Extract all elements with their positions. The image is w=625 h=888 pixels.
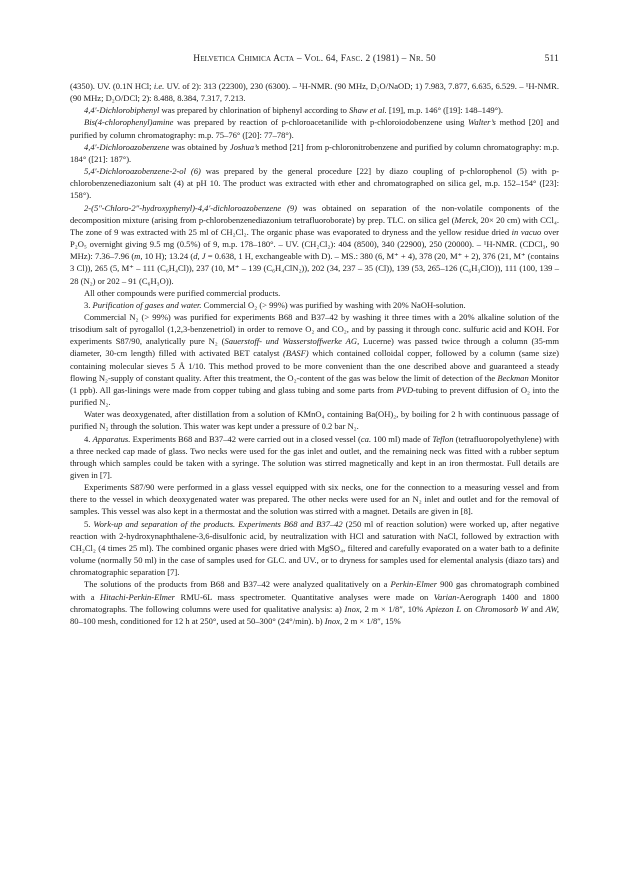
italic-text: Walter’s [467,117,496,128]
italic-text: AW, [545,603,559,614]
italic-text: 5,4′-Dichloroazobenzene-2-ol (6) [84,166,201,177]
italic-text: ca. [360,433,372,444]
text-run: 5. [84,518,94,529]
text-run: UV. of 2): 313 (22300), 230 (6300). – ¹H-NMR. (90 MHz, D₂O/NaOD; 1) 7.983, 7.877, 6.635, 6.529. – ¹H-NMR. (90 MHz; D₂O/DCl; 2): 8.488, 8.384, 7.317, 7.213. [70,81,559,104]
paragraph [70,165,559,201]
paragraph [70,104,559,116]
paragraph [70,578,559,627]
paragraph [70,116,559,140]
italic-text: Merck, [454,214,479,225]
italic-text: Hitachi-Perkin-Elmer [100,591,175,602]
text-run: 900 gas chromatograph combined with a [70,579,560,602]
text-run: was prepared by reaction of p-chloroacetanilide with p-chloroiodobenzene using [173,117,468,128]
body-text [70,80,559,627]
italic-text: i.e. [153,81,165,91]
paragraph [70,202,559,287]
journal-title: Helvetica Chimica Acta – Vol. 64, Fasc. 2 (1981) – Nr. 50 [193,54,436,64]
paragraph [70,141,559,165]
text-run: = 0.638, 1 H, exchangeable with D). – MS.: 380 (6, M⁺ + 4), 378 (20, M⁺ + 2), 376 (21, M⁺ (contains 3 Cl)), 265 (5, M⁺ – 111 (C₆H₄Cl)), 237 (10, M⁺ – 139 (C₆H₄ClN₂)), 202 (34, 237 – 35 (Cl)), 139 (53, 265–126 (C₆H₃ClO)), 111 (100, 139 – 28 (N₂) or 202 – 91 (C₆H₃O)). [70,251,560,286]
text-run: Water was deoxygenated, after distillation from a solution of KMnO₄ containing Ba(OH)₂, by boiling for 2 h with continuous passage of purified N₂ through the solution. This water was kept under a pressure of 0.2 bar N₂. [70,409,559,432]
text-run: -tubing to prevent diffusion of O₂ into the purified N₂. [70,384,560,408]
text-run: 20× 20 cm) with CCl₄. The zone of 9 was extracted with 25 ml of CH₂Cl₂. The organic phase was evaporated to dryness and the yellow residue dried [70,214,559,237]
italic-text: 4,4′-Dichlorobiphenyl [84,105,160,116]
paragraph [70,80,559,104]
italic-text: d, J [193,251,206,262]
text-run: (250 ml of reaction solution) were worked up, after negative reaction with 2-hydroxynaphthalene-3,6-disulfonic acid, by neutralization with HCl and saturation with NaCl, followed by extraction with CH₂Cl₂ (4 times 25 ml). The combined organic phases were dried with MgSO₄, filtered and carefully evaporated on a water bath to a definite volume (normally 50 ml) in the case of samples used for GLC. and UV., or to dryness for samples used for elemental analysis (diazo tars) and chromatographic separation [7]. [70,518,559,578]
text-run: 2 m × 1/8″, 15% [342,615,401,626]
text-run: over P₂O₅ overnight giving 9.5 mg (0.5%) of 9, m.p. 178–180°. – UV. (CH₂Cl₂): 404 (8500), 340 (22900), 250 (20000). – ¹H-NMR. (CDCl₃, 90 MHz): 7.36–7.96 ( [70,226,560,262]
italic-text: Joshua’s [229,141,260,152]
running-header [70,54,559,68]
text-run: 3. [84,299,93,310]
text-run: was prepared by chlorination of biphenyl according to [159,105,350,116]
text-run: Commercial N₂ (> 99%) was purified for experiments B68 and B37–42 by washing it three times with a 20% alkaline solution of the trisodium salt of pyrogallol (1,2,3-benzenetriol) in order to remove O₂ and CO₂, and by passing it through conc. sulfuric acid and KOH. For experiments S87/90, analytically pure N₂ ( [70,311,559,347]
text-run: 80–100 mesh, conditioned for 12 h at 250°, used at 50–300° (24°/min). b) [70,615,325,626]
italic-text: m, [134,251,143,262]
text-run: 10 H); 13.24 ( [142,251,194,262]
text-run: on [461,603,476,614]
paragraph [70,311,559,408]
text-run: Experiments B68 and B37–42 were carried out in a closed vessel ( [130,433,361,444]
text-run: was obtained on separation of the non-volatile components of the decomposition mixture (arising from p-chlorobenzenediazonium tetrafluoroborate) by prep. TLC. on silica gel ( [70,202,559,225]
italic-text: Apparatus. [92,433,131,444]
italic-text: Bis(4-chlorophenyl)amine [84,117,174,128]
italic-text: (BASF) [283,348,309,359]
italic-text: Work-up and separation of the products. Experiments B68 and B37–42 [93,518,343,529]
text-run: All other compounds were purified commercial products. [84,287,281,298]
text-run: 2 m × 1/8″, 10% [361,603,427,614]
text-run: Commercial O₂ (> 99%) was purified by washing with 20% NaOH-solution. [201,299,466,310]
text-run: Monitor (1 ppb). All gas-linings were made from copper tubing and glass tubing and some parts from [70,372,559,395]
italic-text: Sauerstoff- und Wasserstoffwerke AG, [224,336,360,347]
text-run: and [527,603,546,614]
italic-text: Varian [433,591,457,602]
italic-text: Inox, [324,615,343,626]
text-run: was prepared by the general procedure [22] by diazo coupling of p-chlorophenol (5) with p-chlorobenzenediazonium salt (4) at pH 10. The product was extracted with ether and chromatographed on silica gel, m.p. 152–154° ([23]: 158°). [70,166,559,201]
text-run: 4. [84,433,93,444]
text-run: Experiments S87/90 were performed in a glass vessel equipped with six necks, one for the connection to a measuring vessel and from there to the vessel in which deoxygenated water was prepared. The other necks were used for an N₂ inlet and outlet and for the removal of samples. This vessel was also kept in a thermostat and the solution was stirred with a magnet. Details are given in [8]. [70,482,559,517]
italic-text: Teflon [432,433,454,444]
text-run: (tetrafluoropolyethylene) with a three necked cap made of glass. Two necks were used for the gas inlet and outlet, and the remaining neck was fitted with a rubber septum through which samples could be taken with a syringe. The solution was stirred magnetically and kept in an iron thermostat. Full details are given in [7]. [70,433,559,480]
italic-text: Perkin-Elmer [390,579,438,590]
text-run: was obtained by [169,141,230,152]
italic-text: 4,4′-Dichloroazobenzene [84,141,170,152]
page-number: 511 [544,54,559,64]
italic-text: 2-(5″-Chloro-2″-hydroxyphenyl)-4,4′-dichloroazobenzene (9) [84,202,297,213]
paragraph [70,287,559,299]
text-run: Lucerne) was passed twice through a column (35-mm diameter, 30-cm length) filled with activated BET catalyst [70,336,559,359]
text-run: method [21] from p-chloronitrobenzene and purified by column chromatography: m.p. 184° ([21]: 187°). [70,141,559,164]
italic-text: Beckman [497,372,529,383]
paragraph [70,518,559,579]
text-run: [19], m.p. 146° ([19]: 148–149°). [386,105,504,116]
paragraph [70,299,559,311]
text-run: -Aerograph 1400 and 1800 chromatographs. The following columns were used for qualitative analysis: a) [70,591,560,614]
paragraph [70,408,559,432]
text-run: (4350). UV. (0.1N HCl; [70,81,154,91]
italic-text: Shaw et al. [349,105,387,116]
text-run: method [20] and purified by column chromatography: m.p. 75–76° ([20]: 77–78°). [70,117,559,140]
italic-text: Inox, [344,603,362,614]
italic-text: Apiezon L [426,603,462,614]
italic-text: in vacuo [511,226,542,237]
italic-text: Purification of gases and water. [92,299,202,310]
paragraph [70,433,559,482]
text-run: RMU-6L mass spectrometer. Quantitative analyses were made on [175,591,434,602]
paragraph [70,481,559,517]
text-run: 100 ml) made of [371,433,433,444]
italic-text: PVD [396,384,414,395]
italic-text: Chromosorb W [475,603,528,614]
text-run: which contained colloidal copper, followed by a column (same size) containing molecular sieves 5 Å 1/10. This method proved to be more convenient than the one described above and guaranteed a steady flowing N₂-supply of constant quality. After this treatment, the O₂-content of the gas was below the limit of detection of the [70,348,559,383]
text-run: The solutions of the products from B68 and B37–42 were analyzed qualitatively on a [84,579,391,590]
